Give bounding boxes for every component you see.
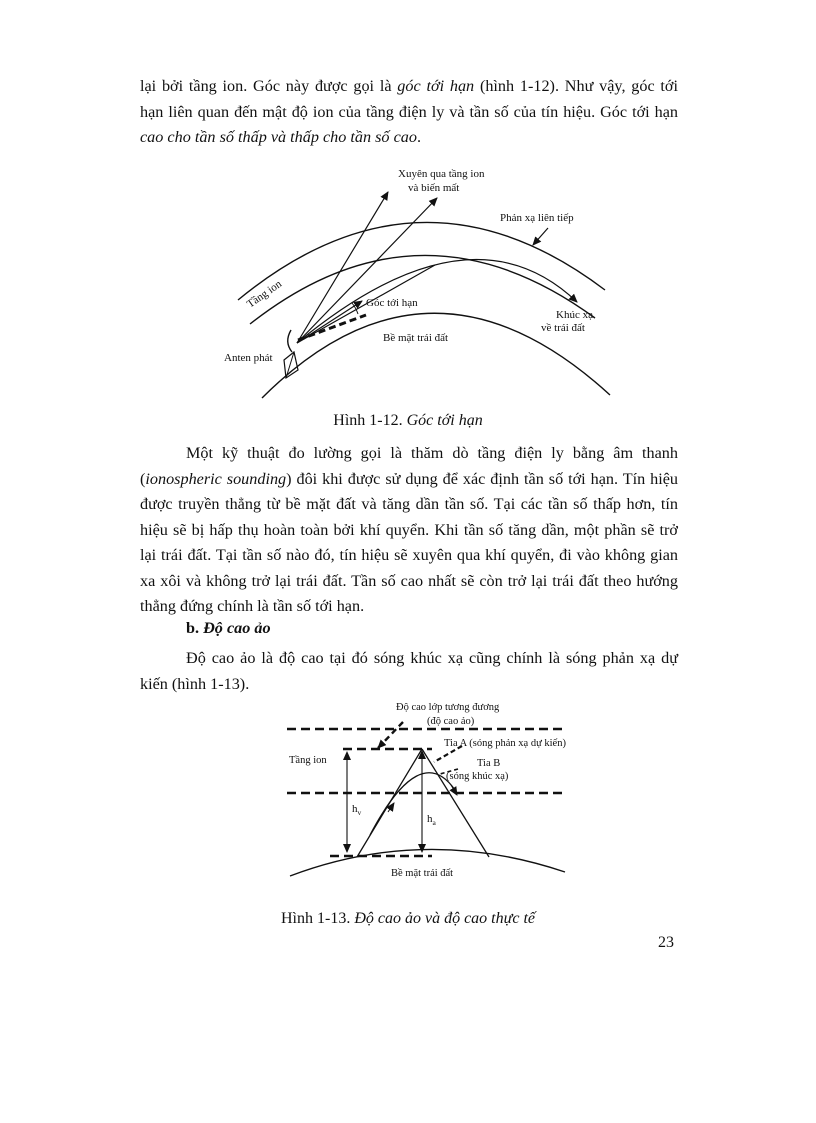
label-earth-surface: Bề mặt trái đất (391, 868, 454, 879)
label-refract-2: về trái đất (541, 322, 585, 334)
figure-caption-1-13: Hình 1-13. Độ cao ảo và độ cao thực tế (280, 910, 535, 927)
label-hv: $h_v$ (352, 803, 362, 817)
text-line: hiệu sẽ bị hấp thụ hoàn toàn bởi khí quyển. Khi tần số tăng dần, một phần sẽ trở (140, 520, 678, 539)
ray-low (297, 301, 362, 343)
label-equivalent-height-2: (độ cao ảo) (427, 716, 475, 727)
label-antenna: Anten phát (224, 352, 273, 364)
text-line: Một kỹ thuật đo lường gọi là thăm dò tầng điện ly bằng âm thanh (186, 444, 678, 462)
figure-virtual-height (275, 695, 585, 885)
text-line: được truyền thẳng từ bề mặt đất và tăng dần tần số. Tại các tần số thấp hơn, tín (140, 495, 678, 513)
figure-caption-1-12: Hình 1-12. Góc tới hạn (333, 412, 483, 429)
page-number: 23 (658, 934, 674, 951)
text-line: xa xôi và không trở lại trái đất. Tần số cao nhất sẽ còn trở lại trái đất theo hướng (140, 571, 678, 590)
label-ionosphere: Tầng ion (244, 278, 285, 311)
paragraph-ionospheric-sounding (140, 441, 678, 620)
figure-critical-angle (200, 165, 620, 405)
label-ray-a: Tia A (sóng phản xạ dự kiến) (444, 738, 566, 749)
text-line: hạn liên quan đến mật độ ion của tầng điện ly và tần số của tín hiệu. Góc tới hạn (140, 102, 678, 121)
text-line: thẳng đứng chính là tần số tới hạn. (140, 597, 365, 615)
label-penetrate-2: và biến mất (408, 182, 460, 194)
label-penetrate: Xuyên qua tầng ion (398, 168, 485, 180)
text-line: cao cho tần số thấp và thấp cho tần số cao. (140, 128, 421, 146)
label-ray-b-2: (sóng khúc xạ) (446, 771, 509, 782)
text-line: Độ cao ảo là độ cao tại đó sóng khúc xạ cũng chính là sóng phản xạ dự (186, 649, 678, 667)
ionosphere-outer-arc (238, 222, 605, 300)
text-line: kiến (hình 1-13). (140, 674, 250, 693)
text-line: lại trái đất. Tại tần số nào đó, tín hiệu sẽ xuyên qua khí quyển, đi vào không gian (140, 546, 678, 564)
successive-pointer (533, 228, 548, 245)
text-line: lại bởi tầng ion. Góc này được gọi là góc tới hạn (hình 1-12). Như vậy, góc tới (140, 77, 678, 95)
label-ha: $h_a$ (427, 813, 436, 827)
label-critical-angle: Góc tới hạn (366, 297, 418, 309)
ray-b-arrow-down (451, 785, 457, 795)
label-ray-b: Tia B (477, 758, 501, 769)
label-earth-surface: Bề mặt trái đất (383, 332, 449, 344)
label-ionosphere: Tầng ion (289, 755, 327, 766)
paragraph-critical-angle (140, 74, 678, 151)
label-successive-reflection: Phản xạ liên tiếp (500, 212, 574, 224)
text-line: (ionospheric sounding) đôi khi được sử dụng để xác định tần số tới hạn. Tín hiệu (140, 469, 678, 488)
paragraph-virtual-height (140, 646, 678, 697)
label-refract: Khúc xạ (556, 309, 593, 321)
ray-penetrate-1 (297, 192, 388, 343)
equiv-height-pointer (378, 722, 403, 748)
section-heading-virtual-height: b. Độ cao ảo (186, 619, 271, 637)
label-equivalent-height: Độ cao lớp tương đương (396, 702, 500, 713)
